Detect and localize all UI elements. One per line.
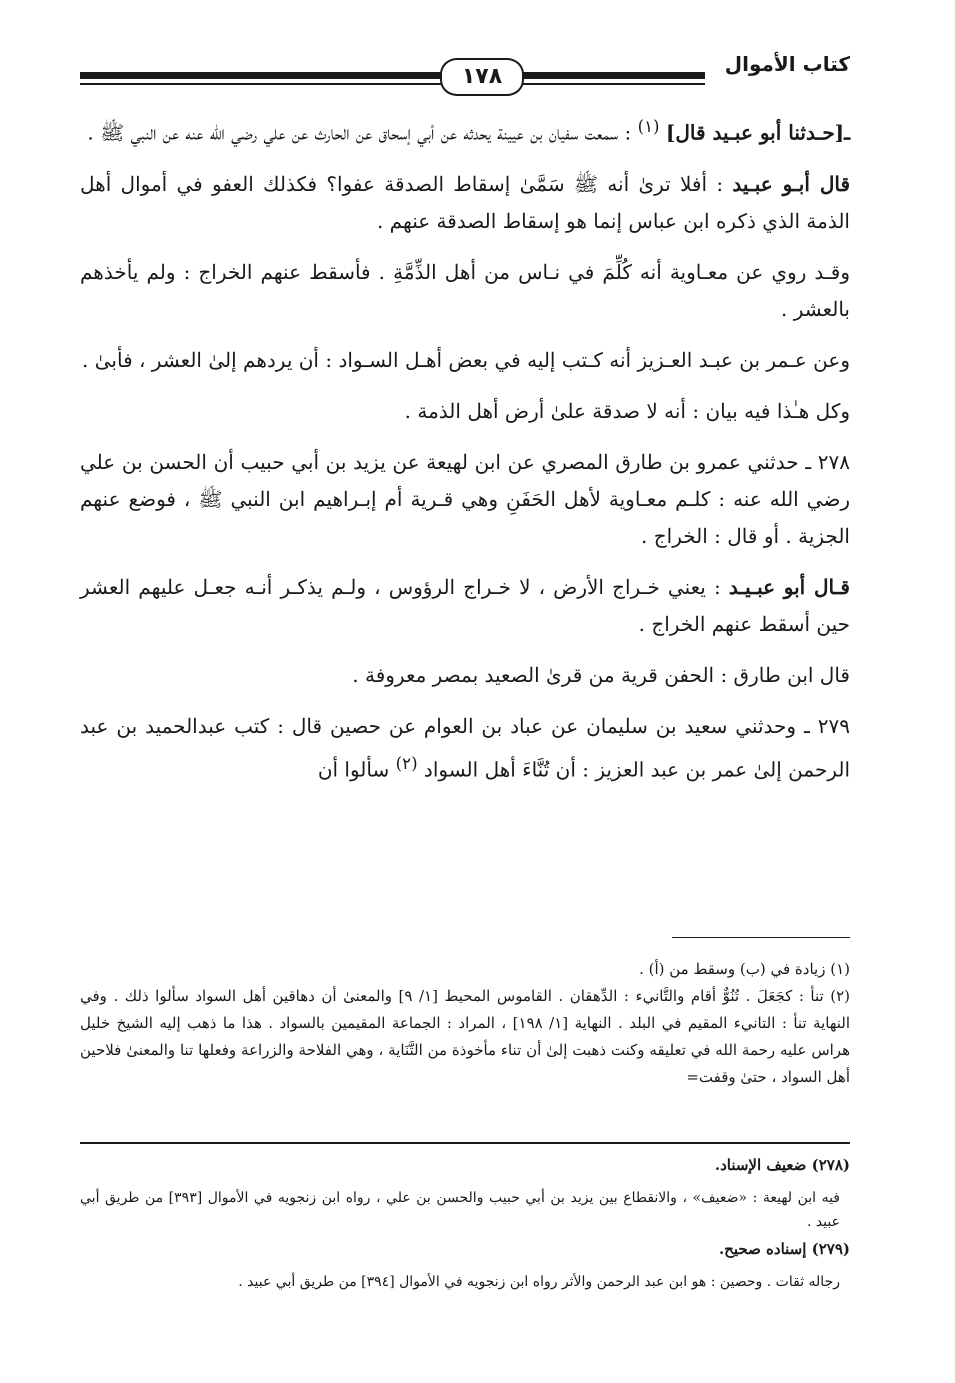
paragraph-1: [80, 108, 850, 152]
takhrij-text-278: فيه ابن لهيعة : «ضعيف» ، والانقطاع بين يزيد بن أبي حبيب والحسن بن علي ، رواه ابن زنجويه في الأموال [٣٩٣] من طريق أبي عبيد .: [80, 1190, 840, 1230]
paragraph-7: [80, 569, 850, 643]
header-rule-right-thin: [520, 83, 705, 85]
speaker-label: قـال أبو عبـيـد: [728, 574, 850, 599]
takhrij-heading-279: (٢٧٩) إسناده صحيح.: [718, 1240, 850, 1258]
paragraph-8: قال ابن طارق : الحفن قرية من قرىٰ الصعيد بمصر معروفة .: [352, 662, 850, 687]
header-rule-left-thin: [80, 83, 450, 85]
takhrij-heading-278: (٢٧٨) ضعيف الإسناد.: [714, 1156, 850, 1174]
paragraph-3: وقـد روي عن معـاوية أنه كُلِّمَ في نـاس من أهل الذِّمَّةِ . فأسقط عنهم الخراج : ولم يأخذهم بالعشر .: [80, 259, 850, 321]
speaker-label: قال أبـو عبـيد: [732, 171, 850, 196]
footnote-ref-1[interactable]: (١): [637, 117, 660, 136]
page-header: [80, 52, 850, 92]
takhrij-section: [80, 1152, 850, 1296]
paragraph-1-text: : سمعت سفيان بن عيينة يحدثه عن أبي إسحاق عن الحارث عن علي رضي الله عنه عن النبي ﷺ .: [87, 120, 632, 145]
main-text: [80, 108, 850, 802]
footnotes: [80, 956, 850, 1091]
page-number: ١٧٨: [440, 58, 524, 96]
takhrij-text-279: رجاله ثقات . وحصين : هو ابن عبد الرحمن والأثر رواه ابن زنجويه في الأموال [٣٩٤] من طريق أبي عبيد .: [238, 1274, 840, 1290]
footnote-ref-2[interactable]: (٢): [395, 753, 418, 773]
paragraph-2-text: : أفلا ترىٰ أنه ﷺ سَمَّىٰ إسقاط الصدقة عفوا؟ فكذلك العفو في أموال أهل الذمة الذي ذكره ابن عباس إنما هو إسقاط الصدقة عنهم .: [80, 171, 850, 233]
paragraph-7-text: : يعني خـراج الأرض ، لا خـراج الرؤوس ، ولـم يذكـر أنـه جعـل عليهم العشر حين أسقط عنهم الخراج .: [80, 574, 850, 636]
footnote-separator: [672, 937, 850, 938]
paragraph-5: وكل هـٰذا فيه بيان : أنه لا صدقة علىٰ أرض أهل الذمة .: [404, 398, 850, 423]
paragraph-6: ٢٧٨ ـ حدثني عمرو بن طارق المصري عن ابن لهيعة عن يزيد بن أبي حبيب أن الحسن بن علي رضي الله عنه : كلـم معـاوية لأهل الحَفَنِ وهي قـرية أم إبـراهيم ابن النبي ﷺ ، فوضع عنهم الجزية . أو قال : الخراج .: [80, 449, 850, 548]
paragraph-2: [80, 166, 850, 240]
paragraph-4: وعن عـمر بن عبـد العـزيز أنه كـتب إليه في بعض أهـل السـواد : أن يردهم إلىٰ العشر ، فأبىٰ .: [82, 347, 850, 372]
paragraph-9-text-a: ٢٧٩ ـ وحدثني سعيد بن سليمان عن عباد بن العوام عن حصين قال : كتب عبدالحميد بن عبد الرحمن إلىٰ عمر بن عبد العزيز : أن تُنَّاءَ أهل السواد: [80, 713, 851, 782]
header-rule-left: [80, 72, 450, 79]
narration-label: ـ[حـدثنا أبو عبـيد قال]: [665, 120, 850, 145]
paragraph-9-text-b: سألوا أن: [317, 757, 390, 782]
book-title: كتاب الأموال: [724, 52, 850, 76]
header-rule-right: [520, 72, 705, 79]
footnote-1: (١) زيادة في (ب) وسقط من (أ) .: [639, 960, 850, 978]
takhrij-separator: [80, 1142, 850, 1144]
footnote-2: (٢) تنأ : كجَعَلَ . تُنُوٌّ أقام والتَّانيء : الدِّهقان . القاموس المحيط [١/ ٩] والمعنىٰ أن دهاقين أهل السواد سألوا ذلك . وفي النهاية تنأ : التانيء المقيم في البلد . النهاية [١/ ١٩٨] ، المراد : الجماعة المقيمين بالسواد . هذا ما ذهب إليه الشيخ خليل هراس عليه رحمة الله في تعليقه وكنت ذهبت إلىٰ أن تناء مأخوذة من التَّنَاية ، وهي الفلاحة والزراعة وفعلها تنا والمعنىٰ فلاحين أهل السواد ، حتىٰ وقفت=: [80, 987, 850, 1086]
paragraph-9: [80, 708, 850, 789]
